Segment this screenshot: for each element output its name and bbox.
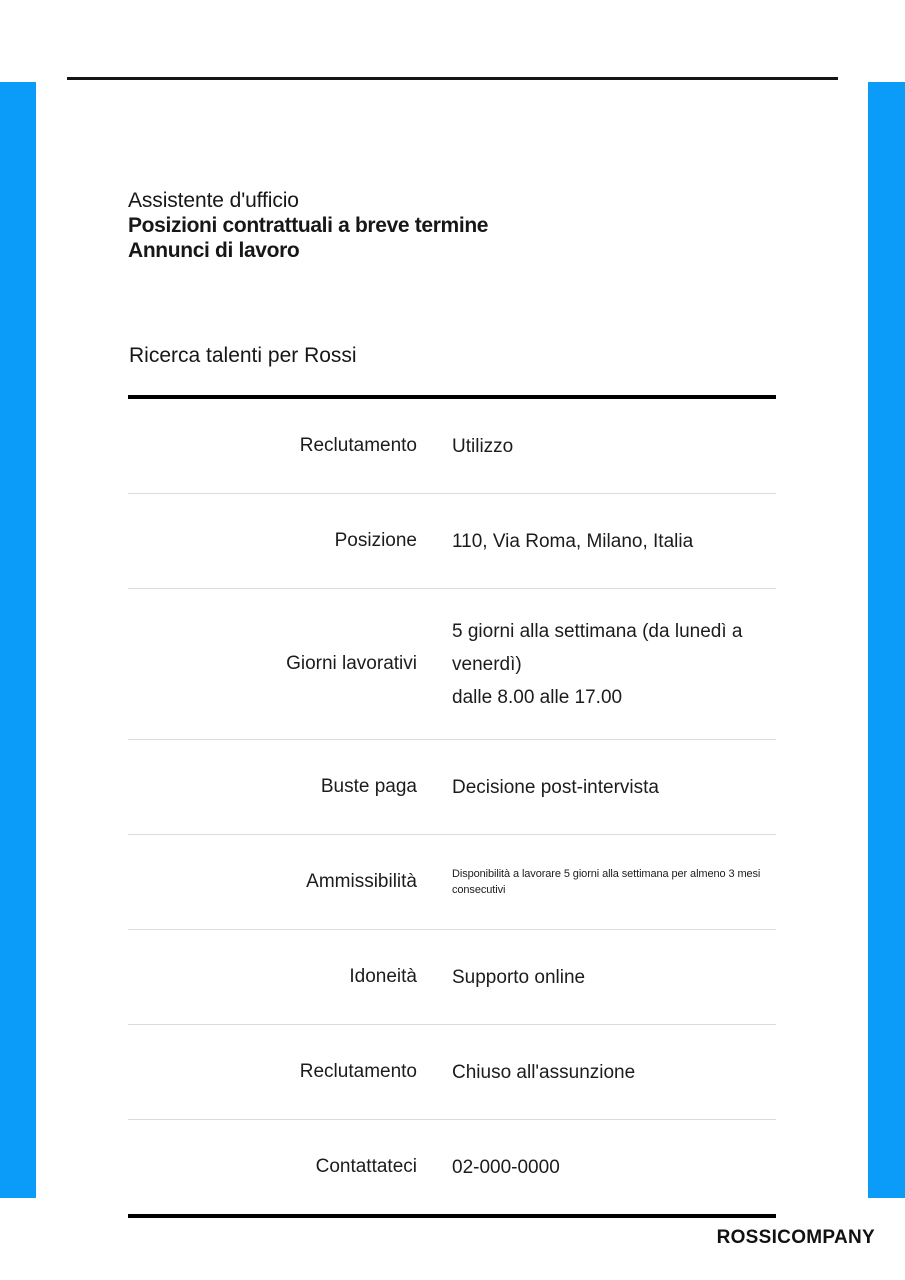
row-value-line: 02-000-0000 bbox=[452, 1156, 560, 1178]
row-label: Giorni lavorativi bbox=[128, 589, 452, 740]
row-value-line: Utilizzo bbox=[452, 435, 514, 457]
page-title bbox=[128, 188, 776, 263]
row-value bbox=[452, 740, 776, 835]
subtitle-text: Ricerca talenti per Rossi bbox=[129, 344, 357, 367]
row-value bbox=[452, 589, 776, 740]
table-row bbox=[128, 930, 776, 1025]
row-value-line: 5 giorni alla settimana (da lunedì a venerdì) bbox=[452, 620, 743, 675]
row-value bbox=[452, 930, 776, 1025]
row-value-line: Chiuso all'assunzione bbox=[452, 1061, 636, 1083]
table-row bbox=[128, 740, 776, 835]
table-row bbox=[128, 589, 776, 740]
title-line-listing: Annunci di lavoro bbox=[128, 239, 300, 262]
row-label: Reclutamento bbox=[128, 1025, 452, 1120]
row-label: Ammissibilità bbox=[128, 835, 452, 930]
row-value-line: 110, Via Roma, Milano, Italia bbox=[452, 530, 694, 552]
row-value bbox=[452, 1120, 776, 1215]
row-value-line: Decisione post-intervista bbox=[452, 776, 659, 798]
row-value-line: dalle 8.00 alle 17.00 bbox=[452, 686, 623, 708]
row-value-line: Supporto online bbox=[452, 966, 586, 988]
table-row bbox=[128, 494, 776, 589]
row-value-line: Disponibilità a lavorare 5 giorni alla settimana per almeno 3 mesi consecutivi bbox=[452, 868, 761, 896]
table-row bbox=[128, 1120, 776, 1215]
row-label: Reclutamento bbox=[128, 399, 452, 494]
table-row bbox=[128, 835, 776, 930]
job-details-table-body bbox=[128, 395, 776, 1218]
row-value bbox=[452, 494, 776, 589]
row-value bbox=[452, 399, 776, 494]
row-label: Posizione bbox=[128, 494, 452, 589]
row-label: Buste paga bbox=[128, 740, 452, 835]
row-value bbox=[452, 835, 776, 930]
table-row bbox=[128, 399, 776, 494]
left-accent-bar bbox=[0, 82, 36, 1198]
right-accent-bar bbox=[868, 82, 905, 1198]
table-bottom-rule bbox=[128, 1214, 776, 1218]
row-value bbox=[452, 1025, 776, 1120]
top-divider-rule bbox=[67, 77, 838, 80]
table-row bbox=[128, 1025, 776, 1120]
company-wordmark: ROSSICOMPANY bbox=[716, 1227, 875, 1248]
row-label: Idoneità bbox=[128, 930, 452, 1025]
job-details-table bbox=[128, 395, 776, 1218]
title-line-role: Assistente d'ufficio bbox=[128, 189, 299, 212]
row-label: Contattateci bbox=[315, 1156, 417, 1177]
title-line-contract: Posizioni contrattuali a breve termine bbox=[128, 214, 489, 237]
